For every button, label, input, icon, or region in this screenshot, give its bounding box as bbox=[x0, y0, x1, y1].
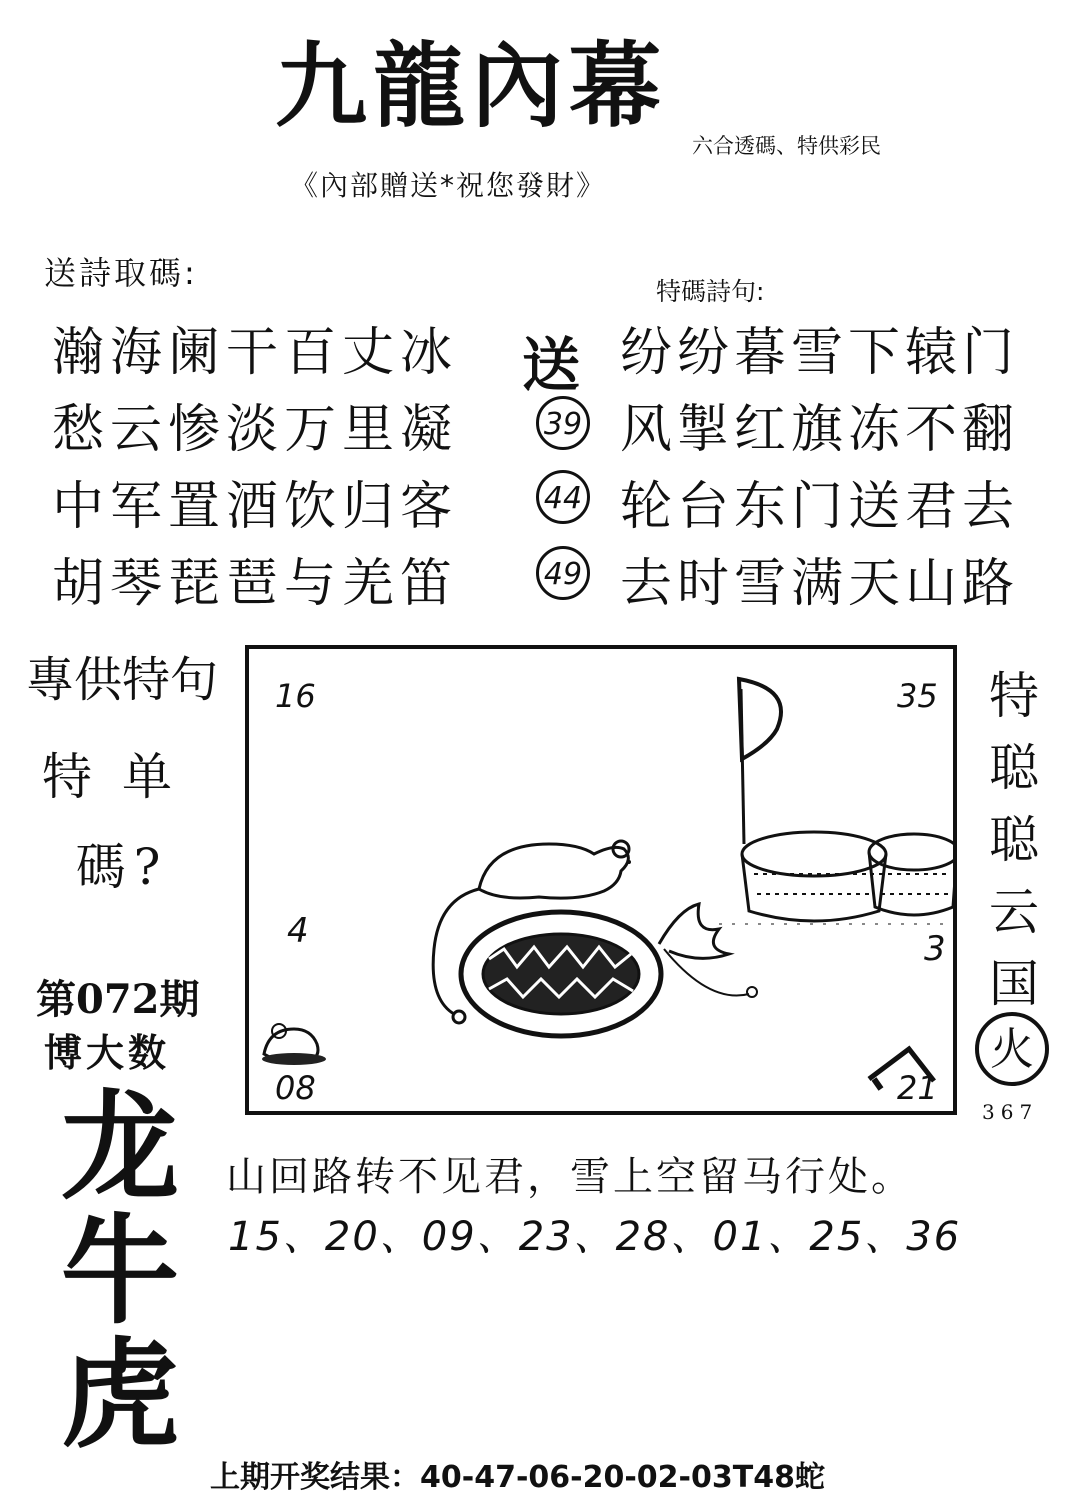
hint-line: 特单 bbox=[42, 748, 202, 806]
drawn-mark: 4 bbox=[287, 911, 309, 951]
hint-line: 專供特句 bbox=[25, 652, 218, 708]
circled-number: 39 bbox=[536, 396, 590, 450]
poem-line: 胡琴琵琶与羌笛 bbox=[52, 554, 459, 614]
zodiac-char: 虎 bbox=[60, 1325, 179, 1464]
send-mark: 送 bbox=[522, 331, 581, 399]
drawn-mark: 3 bbox=[924, 929, 946, 969]
flag bbox=[739, 679, 781, 759]
zodiac-char: 牛 bbox=[60, 1201, 179, 1340]
zodiac-list bbox=[55, 1077, 185, 1464]
special-poem-line: 轮台东门送君去 bbox=[620, 477, 1020, 537]
page-title: 九龍內幕 bbox=[275, 32, 668, 140]
corner-number-bottom-right: 21 bbox=[897, 1069, 938, 1107]
right-hint-char: 特 bbox=[989, 667, 1039, 725]
poem-line: 愁云惨淡万里凝 bbox=[52, 400, 459, 460]
right-hint-char: 聪 bbox=[989, 811, 1039, 869]
corner-number-bottom-left: 08 bbox=[275, 1069, 316, 1107]
corner-number-top-left: 16 bbox=[275, 677, 316, 715]
special-poem-line: 纷纷暮雪下辕门 bbox=[620, 323, 1020, 383]
verse-line: 山回路转不见君，雪上空留马行处。 bbox=[226, 1154, 914, 1200]
poem bbox=[52, 315, 458, 623]
element-numbers: 367 bbox=[982, 1100, 1039, 1124]
basket-icon bbox=[869, 834, 953, 870]
poem-label: 送詩取碼: bbox=[44, 254, 198, 292]
poem-line: 瀚海阑干百丈冰 bbox=[52, 323, 459, 383]
right-hint-column bbox=[984, 660, 1044, 1020]
previous-result: 上期开奖结果：40-47-06-20-02-03T48蛇 bbox=[210, 1460, 825, 1495]
basket-icon bbox=[742, 832, 886, 876]
issue-subtitle: 博大数 bbox=[44, 1030, 171, 1075]
illustration-drawing bbox=[249, 649, 953, 1111]
special-hint-block bbox=[22, 645, 222, 907]
special-poem-label: 特碼詩句: bbox=[656, 277, 765, 306]
hint-line: 碼? bbox=[75, 838, 169, 896]
subtitle: 《內部贈送*祝您發財》 bbox=[290, 169, 607, 202]
right-hint-char: 国 bbox=[989, 955, 1039, 1013]
leaf-icon bbox=[659, 904, 729, 958]
corner-number-top-right: 35 bbox=[897, 677, 938, 715]
element-badge: 火 bbox=[975, 1012, 1049, 1086]
poem-line: 中军置酒饮归客 bbox=[52, 477, 459, 537]
circled-number: 49 bbox=[536, 546, 590, 600]
tagline: 六合透碼、特供彩民 bbox=[692, 134, 881, 158]
special-poem-line: 去时雪满天山路 bbox=[620, 554, 1020, 614]
special-poem bbox=[620, 315, 1019, 623]
issue-number: 第072期 bbox=[36, 976, 200, 1023]
rat-icon bbox=[479, 844, 628, 898]
right-hint-char: 云 bbox=[989, 883, 1039, 941]
numbers-line: 15、20、09、23、28、01、25、36 bbox=[228, 1214, 962, 1260]
riddle-illustration bbox=[245, 645, 957, 1115]
right-hint-char: 聪 bbox=[989, 739, 1039, 797]
special-poem-line: 风掣红旗冻不翻 bbox=[620, 400, 1020, 460]
circled-number: 44 bbox=[536, 470, 590, 524]
zodiac-char: 龙 bbox=[60, 1077, 179, 1216]
